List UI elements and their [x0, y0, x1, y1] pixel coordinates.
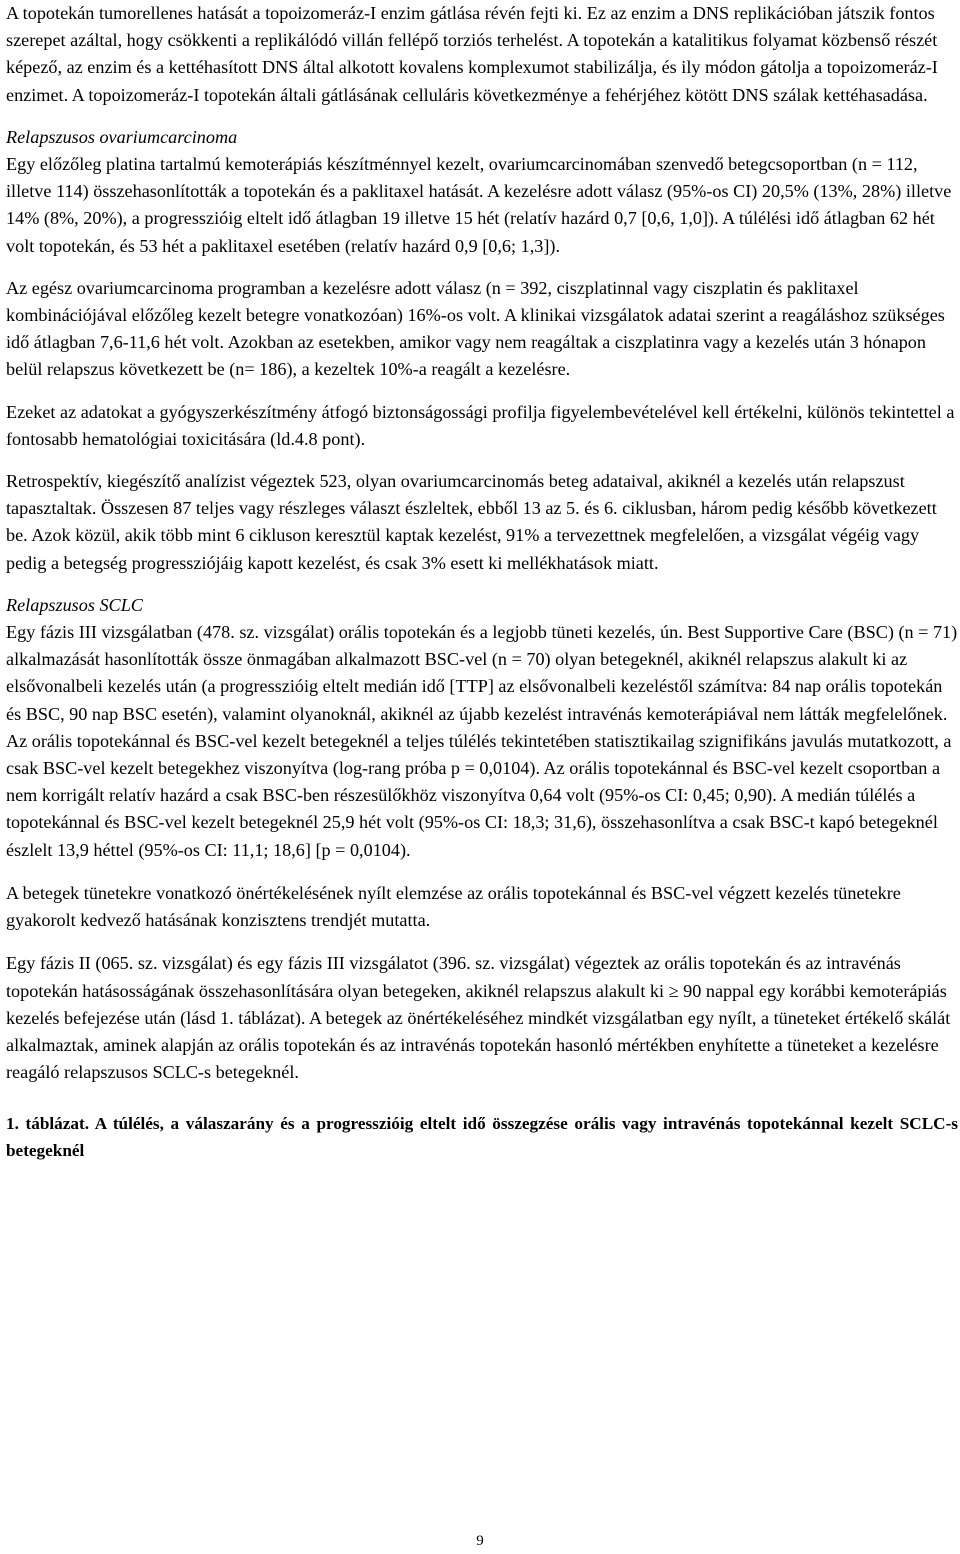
paragraph-sclc-phase3: Egy fázis III vizsgálatban (478. sz. vizsgálat) orális topotekán és a legjobb tüneti kezelés, ún. Best Supportive Care (BSC) (n = 71) alkalmazását hasonlították össze önmagában alkalmazott BSC-vel (n = 70) olyan betegeknél, akiknél relapszus alakult ki az elsővonalbeli kezelés után (a progresszióig eltelt medián idő [TTP] az elsővonalbeli kezeléstől számítva: 84 nap orális topotekán és BSC, 90 nap BSC esetén), valamint olyanoknál, akiknél az újabb kezelést intravénás kemoterápiával nem látták megfelelőnek. Az orális topotekánnal és BSC-vel kezelt betegeknél a teljes túlélés tekintetében statisztikailag szignifikáns javulás mutatkozott, a csak BSC-vel kezelt betegekhez viszonyítva (log-rang próba p = 0,0104). Az orális topotekánnal és BSC-vel kezelt csoportban a nem korrigált relatív hazárd a csak BSC-ben részesülőkhöz viszonyítva 0,64 volt (95%-os CI: 0,45; 0,90). A medián túlélés a topotekánnal és BSC-vel kezelt betegeknél 25,9 hét volt (95%-os CI: 18,3; 31,6), összehasonlítva a csak BSC-t kapó betegeknél észlelt 13,9 héttel (95%-os CI: 11,1; 18,6] [p = 0,0104).: [6, 622, 958, 860]
paragraph-evaluation-note: Ezeket az adatokat a gyógyszerkészítmény átfogó biztonságossági profilja figyelembevételével kell értékelni, különös tekintettel a fontosabb hematológiai toxicitására (ld.4.8 pont).: [6, 401, 955, 449]
heading-relapsed-ovarian: Relapszusos ovariumcarcinoma: [6, 126, 238, 147]
table-caption: 1. táblázat. A túlélés, a válaszarány és a progresszióig eltelt idő összegzése orális vagy intravénás topotekánnal kezelt SCLC-s betegeknél: [6, 1114, 958, 1161]
heading-relapsed-sclc: Relapszusos SCLC: [6, 594, 143, 615]
paragraph-self-assessment: A betegek tünetekre vonatkozó önértékelésének nyílt elemzése az orális topotekánnal és BSC-vel végzett kezelés tünetekre gyakorolt kedvező hatásának konzisztens trendjét mutatta.: [6, 882, 901, 931]
paragraph-ovarian-program: Az egész ovariumcarcinoma programban a kezelésre adott válasz (n = 392, ciszplatinnal vagy ciszplatin és paklitaxel kombinációjával előzőleg kezelt betegre vonatkozóan) 16%-os volt. A klinikai vizsgálatok adatai szerint a reagáláshoz szükséges idő átlagban 7,6-11,6 hét volt. Azokban az esetekben, amikor vagy nem reagáltak a ciszplatinra vagy a kezelés után 3 hónapon belül relapszus következett be (n= 186), a kezeltek 10%-a reagált a kezelésre.: [6, 277, 945, 380]
paragraph-ovarian-study: Egy előzőleg platina tartalmú kemoterápiás készítménnyel kezelt, ovariumcarcinomában szenvedő betegcsoportban (n = 112, illetve 114) összehasonlították a topotekán és a paklitaxel hatását. A kezelésre adott válasz (95%-os CI) 20,5% (13%, 28%) illetve 14% (8%, 20%), a progresszióig eltelt idő átlagban 19 illetve 15 hét (relatív hazárd 0,7 [0,6, 1,0]). A túlélési idő átlagban 62 hét volt topotekán, és 53 hét a paklitaxel esetében (relatív hazárd 0,9 [0,6; 1,3]).: [6, 154, 952, 256]
paragraph-retrospective-analysis: Retrospektív, kiegészítő analízist végeztek 523, olyan ovariumcarcinomás beteg adataival, akiknél a kezelés után relapszust tapasztaltak. Összesen 87 teljes vagy részleges választ észleltek, ebből 13 az 5. és 6. ciklusban, három pedig később következett be. Azok közül, akik több mint 6 cikluson keresztül kaptak kezelést, 91% a tervezettnek megfelelően, a vizsgálat végéig vagy pedig a betegség progressziójáig kapott kezelést, és csak 3% esett ki mellékhatások miatt.: [6, 471, 937, 573]
page-number: 9: [476, 1533, 484, 1549]
document-page: [6, 0, 958, 1164]
paragraph-oral-vs-iv: Egy fázis II (065. sz. vizsgálat) és egy fázis III vizsgálatot (396. sz. vizsgálat) végeztek az orális topotekán és az intravénás topotekán hatásosságának összehasonlítására olyan betegeken, akiknél relapszus alakult ki ≥ 90 nappal egy korábbi kemoterápiás kezelés befejezése után (lásd 1. táblázat). A betegek az önértékeléséhez mindkét vizsgálatban egy nyílt, a tüneteket értékelő skálát alkalmaztak, aminek alapján az orális topotekán és az intravénás topotekán hasonló mértékben enyhítette a tüneteket a kezelésre reagáló relapszusos SCLC-s betegeknél.: [6, 953, 951, 1083]
paragraph-mechanism: A topotekán tumorellenes hatását a topoizomeráz-I enzim gátlása révén fejti ki. Ez az enzim a DNS replikációban játszik fontos szerepet azáltal, hogy csökkenti a replikálódó villán fellépő torziós terhelést. A topotekán a katalitikus folyamat közbenső részét képező, az enzim és a kettéhasított DNS által alkotott kovalens komplexumot stabilizálja, és ily módon gátolja a topoizomeráz-I enzimet. A topoizomeráz-I topotekán általi gátlásának celluláris következménye a fehérjéhez kötött DNS szálak kettéhasadása.: [6, 3, 938, 105]
